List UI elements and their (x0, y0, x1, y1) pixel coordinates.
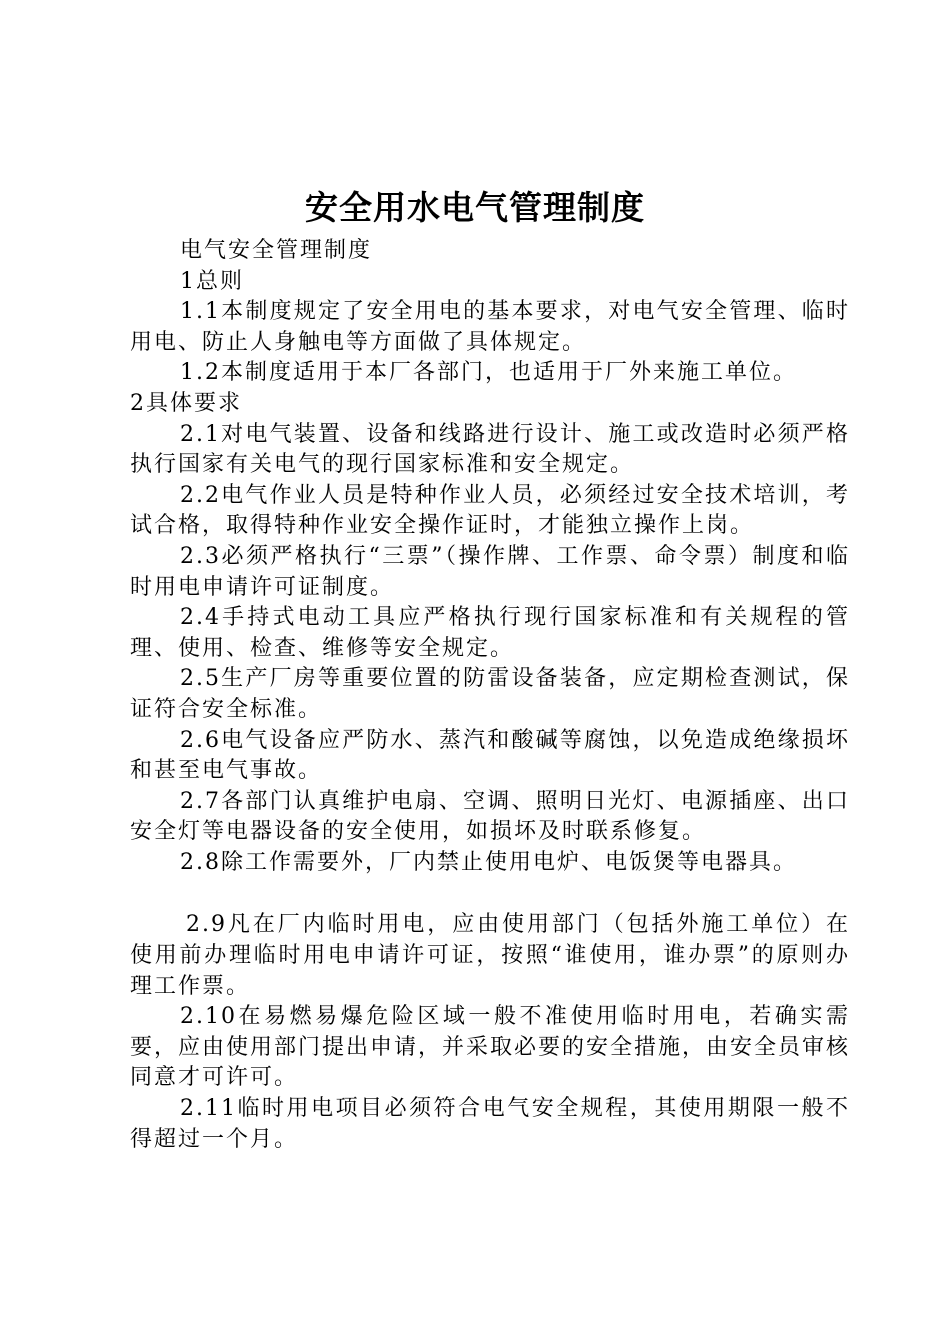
paragraph-2-7: 2.7各部门认真维护电扇、空调、照明日光灯、电源插座、出口安全灯等电器设备的安全使用，如损坏及时联系修复。 (130, 788, 850, 845)
paragraph-heading-electrical-safety: 电气安全管理制度 (180, 238, 373, 263)
paragraph-section-2: 2具体要求 (130, 390, 242, 416)
paragraph-2-4: 2.4手持式电动工具应严格执行现行国家标准和有关规程的管理、使用、检查、维修等安全规定。 (130, 605, 850, 661)
paragraph-2-10: 2.10在易燃易爆危险区域一般不准使用临时用电，若确实需要，应由使用部门提出申请，并采取必要的安全措施，由安全员审核同意才可许可。 (130, 1004, 851, 1091)
document-title: 安全用水电气管理制度 (305, 188, 645, 227)
document-body (130, 236, 850, 1155)
paragraph-2-6: 2.6电气设备应严防水、蒸汽和酸碱等腐蚀，以免造成绝缘损坏和甚至电气事故。 (130, 727, 850, 784)
paragraph-section-1: 1总则 (180, 268, 244, 294)
paragraph-2-8: 2.8除工作需要外，厂内禁止使用电炉、电饭煲等电器具。 (180, 849, 797, 875)
paragraph-2-11: 2.11临时用电项目必须符合电气安全规程，其使用期限一般不得超过一个月。 (130, 1096, 850, 1152)
paragraph-2-9: 2.9凡在厂内临时用电，应由使用部门（包括外施工单位）在使用前办理临时用电申请许可证，按照“谁使用，谁办票”的原则办理工作票。 (130, 912, 850, 999)
paragraph-2-1: 2.1对电气装置、设备和线路进行设计、施工或改造时必须严格执行国家有关电气的现行国家标准和安全规定。 (130, 421, 850, 478)
paragraph-2-3: 2.3必须严格执行“三票”（操作牌、工作票、命令票）制度和临时用电申请许可证制度。 (130, 543, 850, 600)
paragraph-2-2: 2.2电气作业人员是特种作业人员，必须经过安全技术培训，考试合格，取得特种作业安全操作证时，才能独立操作上岗。 (130, 482, 850, 539)
paragraph-1-1: 1.1本制度规定了安全用电的基本要求，对电气安全管理、临时用电、防止人身触电等方面做了具体规定。 (130, 299, 850, 355)
paragraph-2-5: 2.5生产厂房等重要位置的防雷设备装备，应定期检查测试，保证符合安全标准。 (130, 666, 850, 722)
paragraph-1-2: 1.2本制度适用于本厂各部门，也适用于厂外来施工单位。 (180, 360, 797, 386)
